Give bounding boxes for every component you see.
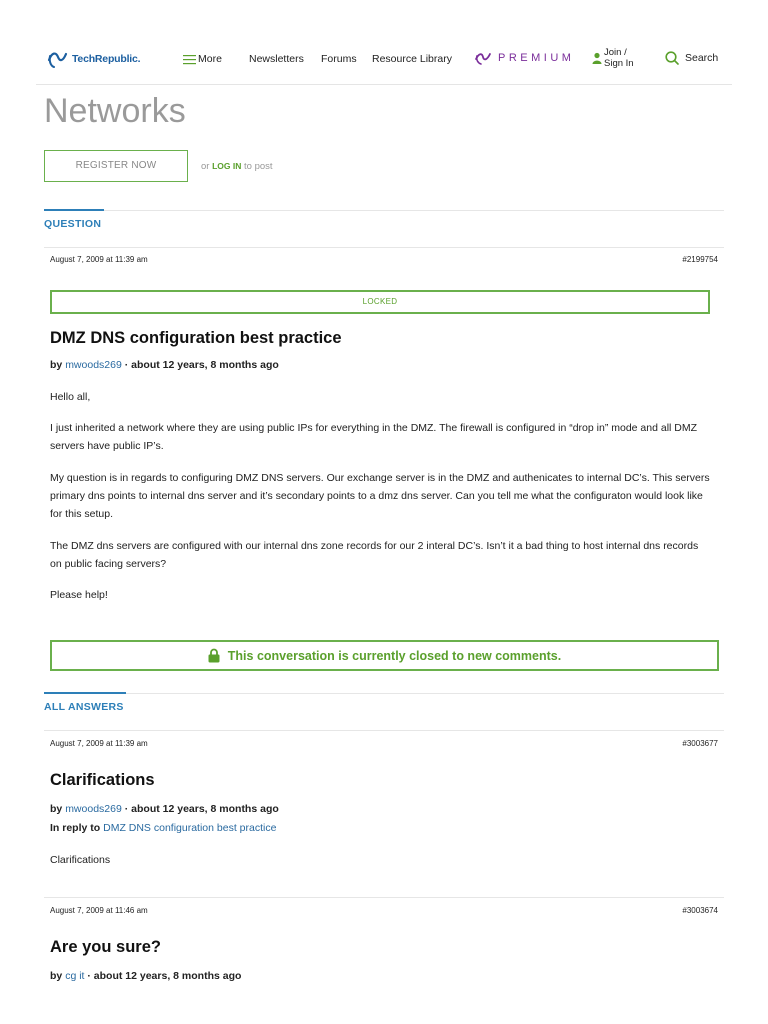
question-paragraph: Hello all, — [50, 391, 91, 403]
answers-section-label: ALL ANSWERS — [44, 701, 124, 713]
answer-body: Clarifications — [50, 854, 111, 866]
lock-icon — [208, 648, 220, 663]
login-suffix: to post — [244, 161, 273, 172]
answer-title: Are you sure? — [50, 938, 161, 956]
closed-conversation-notice — [50, 640, 719, 671]
question-id-link[interactable]: #2199754 — [682, 255, 718, 264]
nav-premium[interactable] — [474, 50, 574, 66]
answer-title: Clarifications — [50, 771, 155, 789]
login-prefix: or — [201, 161, 210, 172]
question-paragraph: Please help! — [50, 589, 108, 601]
question-section-label: QUESTION — [44, 218, 102, 230]
reply-to-link[interactable]: DMZ DNS configuration best practice — [103, 822, 277, 834]
nav-resource-library[interactable]: Resource Library — [372, 53, 452, 65]
divider — [44, 247, 724, 248]
author-link[interactable]: mwoods269 — [65, 359, 122, 371]
search-label: Search — [685, 52, 719, 64]
divider — [44, 730, 724, 731]
answer-date: August 7, 2009 at 11:39 am — [50, 739, 148, 748]
divider — [44, 897, 724, 898]
answer-meta — [50, 739, 718, 748]
question-meta — [50, 255, 718, 264]
user-icon — [592, 52, 602, 64]
byline-by: by — [50, 359, 63, 371]
byline-age: · about 12 years, 8 months ago — [124, 359, 279, 371]
question-paragraph: The DMZ dns servers are configured with our internal dns zone records for our 2 interal DC’s. Isn’t it a bad thing to host internal dns records on public facing servers? — [50, 540, 699, 570]
page-title: Networks — [44, 92, 186, 130]
reply-prefix: In reply to — [50, 822, 101, 834]
question-byline — [50, 359, 279, 371]
author-link[interactable]: cg it — [65, 970, 85, 982]
author-link[interactable]: mwoods269 — [65, 803, 122, 815]
answer-id-link[interactable]: #3003674 — [682, 906, 718, 915]
byline-age: · about 12 years, 8 months ago — [124, 803, 279, 815]
login-prompt — [201, 161, 273, 172]
join-sign-in-label — [604, 47, 634, 69]
search-icon — [665, 51, 679, 65]
hamburger-icon — [183, 54, 196, 65]
join-label: Join / — [604, 47, 627, 58]
nav-newsletters[interactable]: Newsletters — [249, 53, 304, 65]
answer-meta — [50, 906, 718, 915]
section-accent — [44, 692, 126, 694]
nav-more[interactable] — [183, 53, 222, 65]
byline-age: · about 12 years, 8 months ago — [87, 970, 242, 982]
question-title: DMZ DNS configuration best practice — [50, 329, 342, 347]
site-header — [36, 36, 732, 85]
in-reply-to — [50, 822, 276, 834]
answer-id-link[interactable]: #3003677 — [682, 739, 718, 748]
nav-search[interactable] — [665, 51, 718, 65]
sign-in-label: Sign In — [604, 58, 634, 69]
section-accent — [44, 209, 104, 211]
byline-by: by — [50, 803, 63, 815]
question-date: August 7, 2009 at 11:39 am — [50, 255, 148, 264]
techrepublic-logo-icon — [46, 48, 68, 70]
byline-by: by — [50, 970, 63, 982]
log-in-link[interactable]: LOG IN — [212, 161, 242, 171]
nav-more-label: More — [198, 53, 222, 65]
premium-label: PREMIUM — [498, 52, 575, 64]
nav-forums[interactable]: Forums — [321, 53, 357, 65]
answer-byline — [50, 970, 241, 982]
nav-join-sign-in[interactable] — [592, 47, 634, 69]
logo-text: TechRepublic. — [72, 53, 141, 65]
question-paragraph: My question is in regards to configuring DMZ DNS servers. Our exchange server is in the DMZ and authenicates to internal DC’s. This servers primary dns points to internal dns server and it’s secondary points to a dmz dns server. Can you tell me what the configuraton would look like for this setup. — [50, 472, 710, 520]
answer-byline — [50, 803, 279, 815]
register-now-button[interactable]: REGISTER NOW — [44, 150, 188, 182]
section-divider — [44, 693, 724, 694]
premium-logo-icon — [474, 50, 492, 66]
section-divider — [44, 210, 724, 211]
question-paragraph: I just inherited a network where they are using public IPs for everything in the DMZ. The firewall is configured in “drop in” mode and all DMZ servers have public IP’s. — [50, 422, 698, 452]
locked-badge: LOCKED — [50, 290, 710, 314]
answer-date: August 7, 2009 at 11:46 am — [50, 906, 148, 915]
closed-notice-text: This conversation is currently closed to new comments. — [227, 648, 562, 663]
techrepublic-logo[interactable] — [46, 48, 140, 70]
